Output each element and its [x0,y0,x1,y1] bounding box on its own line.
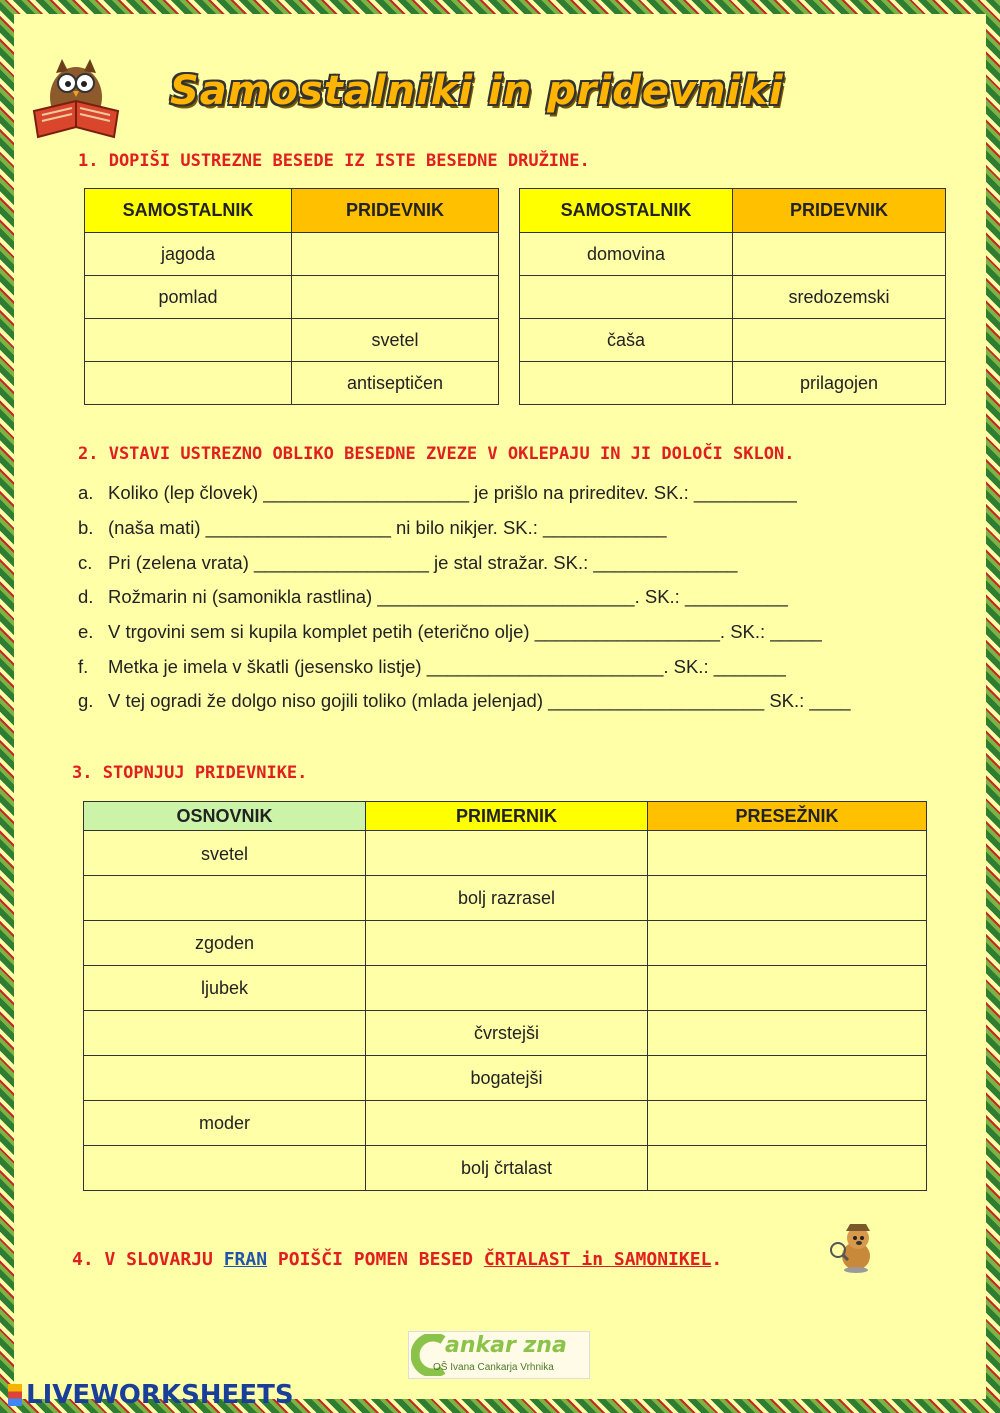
sentence-text[interactable]: Pri (zelena vrata) _________________ je stal stražar. SK.: ______________ [108,552,738,573]
table-cell[interactable] [648,1146,927,1191]
table-cell[interactable] [733,319,946,362]
table-row [84,1146,927,1191]
col-header-adj: PRIDEVNIK [292,189,499,233]
table-cell[interactable] [648,1056,927,1101]
sentence-letter: g. [78,690,94,711]
task2-heading: 2. VSTAVI USTREZNO OBLIKO BESEDNE ZVEZE V OKLEPAJU IN JI DOLOČI SKLON. [78,444,795,464]
table-cell[interactable]: sredozemski [733,276,946,319]
table-row [520,319,946,362]
table-cell[interactable]: zgoden [84,921,366,966]
table-cell[interactable]: bolj razrasel [366,876,648,921]
table-cell[interactable] [366,831,648,876]
sentence-text[interactable]: V tej ogradi že dolgo niso gojili toliko (mlada jelenjad) _____________________ SK.: ____ [108,690,851,711]
table-cell[interactable] [292,233,499,276]
task1-right-table [519,188,946,405]
table-row [84,1011,927,1056]
table-cell[interactable]: bogatejši [366,1056,648,1101]
table-cell[interactable]: svetel [292,319,499,362]
table-cell[interactable] [520,362,733,405]
task4-suffix: . [711,1249,723,1270]
sentence-e [78,621,822,643]
sentence-text[interactable]: Koliko (lep človek) ____________________ je prišlo na prireditev. SK.: __________ [108,482,797,503]
table-cell[interactable] [648,831,927,876]
sentence-text[interactable]: V trgovini sem si kupila komplet petih (eterično olje) __________________. SK.: _____ [108,621,822,642]
sentence-letter: c. [78,552,93,573]
table-row [85,319,499,362]
sentence-c [78,552,737,574]
sentence-letter: d. [78,586,94,607]
table-cell[interactable] [648,1101,927,1146]
col-header-positive: OSNOVNIK [84,802,366,831]
table-cell[interactable]: antiseptičen [292,362,499,405]
col-header-superlative: PRESEŽNIK [648,802,927,831]
table-row [84,921,927,966]
liveworksheets-logo-icon [8,1384,22,1406]
col-header-adj: PRIDEVNIK [733,189,946,233]
task3-table [83,801,927,1191]
task4-words: ČRTALAST in SAMONIKEL [483,1249,712,1270]
table-row [84,1101,927,1146]
table-cell[interactable] [648,1011,927,1056]
table-cell[interactable] [85,362,292,405]
table-cell[interactable] [84,876,366,921]
logo-text: ankar zna [445,1333,567,1358]
sentence-letter: a. [78,482,94,503]
sentence-letter: f. [78,656,89,677]
table-cell[interactable] [648,921,927,966]
table-row [520,233,946,276]
table-cell[interactable]: pomlad [85,276,292,319]
task1-heading: 1. DOPIŠI USTREZNE BESEDE IZ ISTE BESEDNE DRUŽINE. [78,151,590,171]
sentence-text[interactable]: Metka je imela v škatli (jesensko listje) _______________________. SK.: _______ [108,656,786,677]
sentence-f [78,656,786,678]
table-row [84,876,927,921]
sentence-text[interactable]: (naša mati) __________________ ni bilo nikjer. SK.: ____________ [108,517,667,538]
table-cell[interactable] [366,1101,648,1146]
sentence-b [78,517,667,539]
col-header-noun: SAMOSTALNIK [85,189,292,233]
table-cell[interactable]: ljubek [84,966,366,1011]
sentence-d [78,586,788,608]
table-cell[interactable] [85,319,292,362]
table-row [85,233,499,276]
table-cell[interactable]: prilagojen [733,362,946,405]
table-cell[interactable] [84,1011,366,1056]
table-row [84,966,927,1011]
table-cell[interactable]: moder [84,1101,366,1146]
fran-link[interactable]: FRAN [223,1249,268,1270]
col-header-comparative: PRIMERNIK [366,802,648,831]
owl-reading-icon [30,55,122,141]
liveworksheets-brand[interactable]: LIVEWORKSHEETS [26,1380,294,1410]
table-cell[interactable] [366,966,648,1011]
table-cell[interactable]: čaša [520,319,733,362]
table-cell[interactable] [733,233,946,276]
table-cell[interactable]: domovina [520,233,733,276]
table-cell[interactable] [84,1056,366,1101]
task4-middle: POIŠČI POMEN BESED [267,1249,484,1270]
table-cell[interactable]: jagoda [85,233,292,276]
task4-prefix: 4. V SLOVARJU [72,1249,224,1270]
table-row [520,362,946,405]
page-title: Samostalniki in pridevniki [170,68,784,114]
table-row [84,1056,927,1101]
table-cell[interactable]: bolj črtalast [366,1146,648,1191]
task1-left-table [84,188,499,405]
table-cell[interactable] [292,276,499,319]
table-cell[interactable]: čvrstejši [366,1011,648,1056]
table-row [84,831,927,876]
col-header-noun: SAMOSTALNIK [520,189,733,233]
sentence-g [78,690,851,712]
table-cell[interactable]: svetel [84,831,366,876]
table-cell[interactable] [84,1146,366,1191]
detective-dog-icon [826,1218,882,1274]
table-cell[interactable] [366,921,648,966]
table-cell[interactable] [648,876,927,921]
table-row [85,362,499,405]
table-cell[interactable] [648,966,927,1011]
task3-heading: 3. STOPNJUJ PRIDEVNIKE. [72,763,308,783]
table-row [85,276,499,319]
task4-heading [72,1249,722,1270]
sentence-text[interactable]: Rožmarin ni (samonikla rastlina) _________________________. SK.: __________ [108,586,788,607]
sentence-a [78,482,797,504]
table-row [520,276,946,319]
sentence-letter: e. [78,621,94,642]
logo-subtext: OŠ Ivana Cankarja Vrhnika [433,1362,554,1373]
school-logo [408,1331,590,1379]
table-cell[interactable] [520,276,733,319]
sentence-letter: b. [78,517,94,538]
